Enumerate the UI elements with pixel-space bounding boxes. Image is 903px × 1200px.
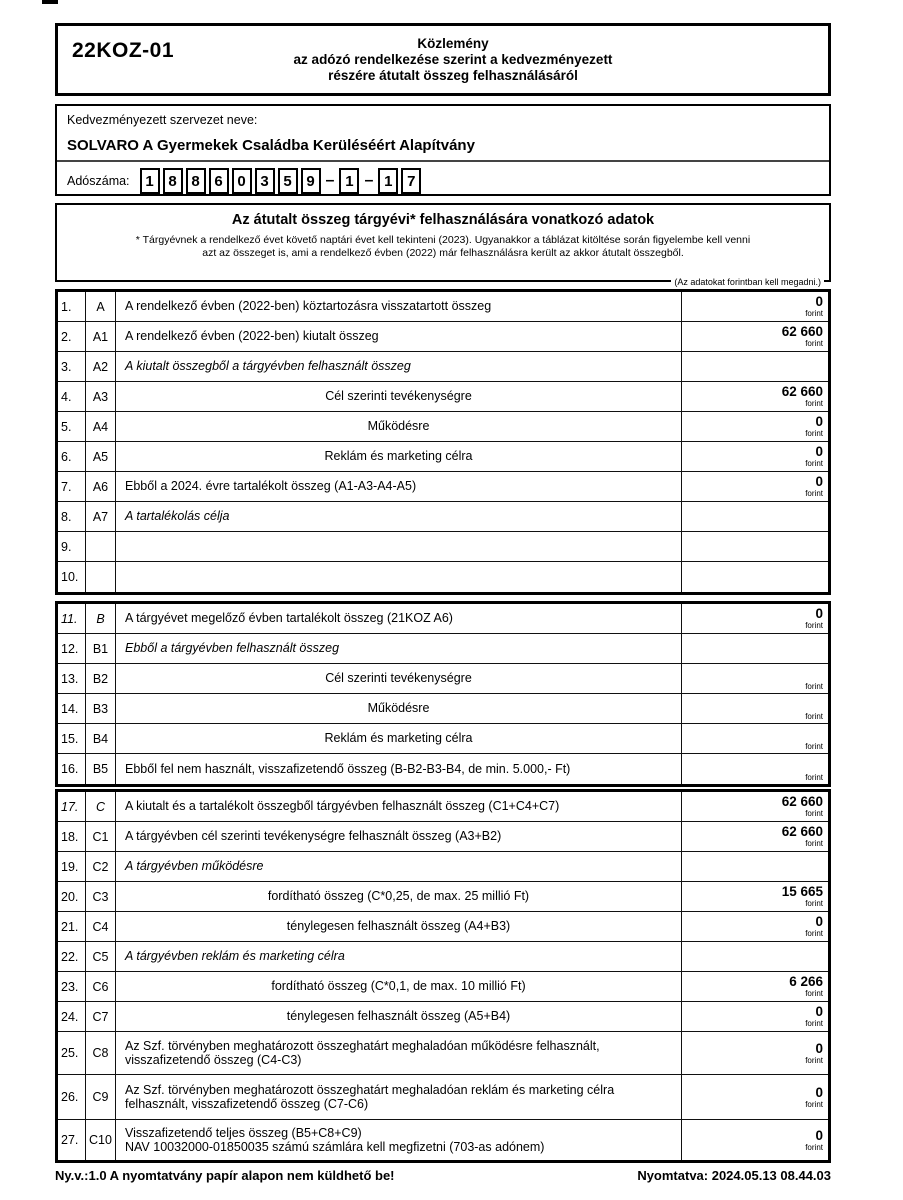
row-code: B1 xyxy=(85,634,116,663)
tax-number-digit: 8 xyxy=(163,168,183,194)
row-number: 22. xyxy=(61,949,79,964)
row-label-line: fordítható összeg (C*0,25, de max. 25 millió Ft) xyxy=(267,889,530,904)
row-number: 20. xyxy=(61,889,79,904)
row-number: 26. xyxy=(61,1090,79,1104)
row-label-line: A tárgyévben reklám és marketing célra xyxy=(125,949,345,964)
row-unit-label: forint xyxy=(805,1142,823,1152)
table-row xyxy=(58,1032,828,1075)
row-label-line: ténylegesen felhasznált összeg (A5+B4) xyxy=(286,1009,511,1024)
row-code: A6 xyxy=(85,472,116,501)
table-row xyxy=(58,472,828,502)
row-label xyxy=(116,882,682,911)
row-value: 62 660 xyxy=(781,794,823,809)
row-label xyxy=(116,1002,682,1031)
row-label xyxy=(116,1120,682,1160)
section-title: Az átutalt összeg tárgyévi* felhasználására vonatkozó adatok xyxy=(231,212,655,228)
row-code: C10 xyxy=(85,1120,116,1160)
table-row xyxy=(58,352,828,382)
row-number: 15. xyxy=(61,731,79,746)
row-code: C4 xyxy=(85,912,116,941)
tax-number-separator: – xyxy=(325,172,335,189)
table-block-a xyxy=(55,289,831,595)
tax-number-digit: 9 xyxy=(301,168,321,194)
footer-version-note: Ny.v.:1.0 A nyomtatvány papír alapon nem küldhető be! xyxy=(55,1168,395,1183)
row-label xyxy=(116,792,682,821)
row-unit-label: forint xyxy=(805,1019,823,1028)
table-row xyxy=(58,502,828,532)
row-label-line: Működésre xyxy=(367,419,430,434)
row-label-line: Ebből fel nem használt, visszafizetendő összeg (B-B2-B3-B4, de min. 5.000,- Ft) xyxy=(125,761,571,776)
row-value: 0 xyxy=(815,914,823,929)
row-label xyxy=(116,412,682,441)
row-value: 0 xyxy=(815,606,823,621)
section-footnote-line-2: azt az összeget is, ami a rendelkező évben (2022) már felhasználásra került az akkor átutalt összegből. xyxy=(202,247,684,259)
row-unit-label: forint xyxy=(805,399,823,408)
row-number: 18. xyxy=(61,829,79,844)
form-title-line-1: Közlemény xyxy=(417,35,489,51)
form-header-box xyxy=(55,23,831,96)
beneficiary-box xyxy=(55,104,831,196)
table-row xyxy=(58,532,828,562)
row-number: 12. xyxy=(61,641,79,656)
row-label xyxy=(116,442,682,471)
row-number: 7. xyxy=(61,479,72,494)
row-value-cell xyxy=(682,694,828,723)
unit-note: (Az adatokat forintban kell megadni.) xyxy=(671,277,824,287)
row-code: C9 xyxy=(85,1075,116,1119)
tax-number-label: Adószáma: xyxy=(67,174,130,188)
row-number: 5. xyxy=(61,419,72,434)
tax-number-digit: 0 xyxy=(232,168,252,194)
row-code: B xyxy=(85,604,116,633)
row-value-cell xyxy=(682,532,828,561)
row-label xyxy=(116,754,682,784)
table-row xyxy=(58,442,828,472)
row-value-cell xyxy=(682,442,828,471)
row-value-cell xyxy=(682,972,828,1001)
row-label xyxy=(116,502,682,531)
row-value-cell xyxy=(682,1032,828,1074)
row-unit-label: forint xyxy=(805,459,823,468)
table-block-b xyxy=(55,601,831,787)
row-code xyxy=(85,532,116,561)
form-id: 22KOZ-01 xyxy=(72,39,175,62)
row-label-line: A rendelkező évben (2022-ben) kiutalt összeg xyxy=(125,329,379,344)
row-code: C2 xyxy=(85,852,116,881)
row-label-line: Ebből a 2024. évre tartalékolt összeg (A1-A3-A4-A5) xyxy=(125,479,417,494)
row-value-cell xyxy=(682,1075,828,1119)
row-label-line: Cél szerinti tevékenységre xyxy=(325,671,472,686)
row-value-cell xyxy=(682,724,828,753)
row-value-cell xyxy=(682,882,828,911)
row-code xyxy=(85,562,116,592)
row-unit-label: forint xyxy=(805,809,823,818)
row-value: 0 xyxy=(815,1084,823,1100)
row-value-cell xyxy=(682,852,828,881)
row-number: 3. xyxy=(61,359,72,374)
row-unit-label: forint xyxy=(805,1055,823,1065)
row-code: A4 xyxy=(85,412,116,441)
row-value: 6 266 xyxy=(789,974,823,989)
table-row xyxy=(58,604,828,634)
row-label-line: visszafizetendő összeg (C4-C3) xyxy=(125,1053,302,1067)
row-code: C8 xyxy=(85,1032,116,1074)
row-number: 21. xyxy=(61,919,79,934)
row-label-line: Az Szf. törvényben meghatározott összeghatárt meghaladóan reklám és marketing célra xyxy=(125,1082,615,1097)
row-label-line: A rendelkező évben (2022-ben) köztartozásra visszatartott összeg xyxy=(125,299,492,314)
row-value: 62 660 xyxy=(781,324,823,339)
row-value: 62 660 xyxy=(781,824,823,839)
row-code: A3 xyxy=(85,382,116,411)
row-label-line: Visszafizetendő teljes összeg (B5+C8+C9) xyxy=(125,1125,362,1140)
row-label xyxy=(116,912,682,941)
row-number: 2. xyxy=(61,329,72,344)
row-value-cell xyxy=(682,754,828,784)
row-code: B4 xyxy=(85,724,116,753)
row-value-cell xyxy=(682,322,828,351)
table-row xyxy=(58,972,828,1002)
row-unit-label: forint xyxy=(805,712,823,721)
row-label-line: A kiutalt és a tartalékolt összegből tárgyévben felhasznált összeg (C1+C4+C7) xyxy=(125,799,560,814)
row-label xyxy=(116,694,682,723)
row-label xyxy=(116,852,682,881)
tax-number-digit: 7 xyxy=(401,168,421,194)
row-label xyxy=(116,322,682,351)
row-label-line: A tárgyévet megelőző évben tartalékolt összeg (21KOZ A6) xyxy=(125,611,453,626)
row-value: 0 xyxy=(815,444,823,459)
tax-number-digit: 6 xyxy=(209,168,229,194)
row-label xyxy=(116,1075,682,1119)
row-value: 15 665 xyxy=(781,884,823,899)
table-row xyxy=(58,562,828,592)
row-label xyxy=(116,634,682,663)
row-label xyxy=(116,822,682,851)
row-number: 24. xyxy=(61,1009,79,1024)
row-code: A1 xyxy=(85,322,116,351)
table-row xyxy=(58,852,828,882)
row-unit-label: forint xyxy=(805,309,823,318)
row-label xyxy=(116,724,682,753)
table-row xyxy=(58,412,828,442)
table-row xyxy=(58,882,828,912)
row-unit-label: forint xyxy=(805,621,823,630)
tax-number-row xyxy=(57,162,829,194)
row-value-cell xyxy=(682,352,828,381)
row-label-line: Reklám és marketing célra xyxy=(324,449,473,464)
row-label-line: A tárgyévben cél szerinti tevékenységre felhasznált összeg (A3+B2) xyxy=(125,829,502,844)
row-number: 10. xyxy=(61,570,79,584)
row-label-line: felhasznált, visszafizetendő összeg (C7-C6) xyxy=(125,1097,369,1111)
row-unit-label: forint xyxy=(805,1099,823,1109)
table-row xyxy=(58,664,828,694)
table-row xyxy=(58,322,828,352)
tax-number-separator: – xyxy=(364,172,374,189)
row-value: 0 xyxy=(815,1004,823,1019)
table-row xyxy=(58,724,828,754)
tax-number-digit: 1 xyxy=(378,168,398,194)
row-value-cell xyxy=(682,792,828,821)
row-number: 11. xyxy=(61,611,78,626)
form-title-line-2: az adózó rendelkezése szerint a kedvezményezett xyxy=(293,51,613,67)
row-code: C3 xyxy=(85,882,116,911)
table-row xyxy=(58,1120,828,1160)
row-label xyxy=(116,382,682,411)
row-number: 25. xyxy=(61,1046,79,1060)
table-row xyxy=(58,792,828,822)
tax-number-digit: 3 xyxy=(255,168,275,194)
section-footnote xyxy=(57,234,829,260)
row-value-cell xyxy=(682,502,828,531)
row-value-cell xyxy=(682,562,828,592)
row-label xyxy=(116,352,682,381)
row-code: C6 xyxy=(85,972,116,1001)
row-number: 17. xyxy=(61,799,79,814)
row-code: A2 xyxy=(85,352,116,381)
row-value-cell xyxy=(682,822,828,851)
row-value: 62 660 xyxy=(781,384,823,399)
row-code: A5 xyxy=(85,442,116,471)
row-code: C1 xyxy=(85,822,116,851)
table-row xyxy=(58,942,828,972)
row-value-cell xyxy=(682,472,828,501)
tax-number-digit: 5 xyxy=(278,168,298,194)
row-value: 0 xyxy=(815,294,823,309)
row-label-line: Reklám és marketing célra xyxy=(324,731,473,746)
row-number: 27. xyxy=(61,1133,79,1147)
row-unit-label: forint xyxy=(805,773,823,782)
row-value-cell xyxy=(682,1002,828,1031)
row-code: C xyxy=(85,792,116,821)
row-label xyxy=(116,1032,682,1074)
row-label-line: fordítható összeg (C*0,1, de max. 10 millió Ft) xyxy=(271,979,526,994)
row-value-cell xyxy=(682,382,828,411)
row-number: 4. xyxy=(61,389,72,404)
row-label xyxy=(116,292,682,321)
table-row xyxy=(58,822,828,852)
row-unit-label: forint xyxy=(805,839,823,848)
row-value: 0 xyxy=(815,474,823,489)
row-label-line: A tartalékolás célja xyxy=(125,509,230,524)
row-label-line: A tárgyévben működésre xyxy=(125,859,264,874)
row-unit-label: forint xyxy=(805,429,823,438)
tax-number-digit: 8 xyxy=(186,168,206,194)
row-value-cell xyxy=(682,604,828,633)
table-row xyxy=(58,754,828,784)
row-label-line: A kiutalt összegből a tárgyévben felhasznált összeg xyxy=(125,359,411,374)
row-label xyxy=(116,472,682,501)
row-code: C7 xyxy=(85,1002,116,1031)
row-value: 0 xyxy=(815,1127,823,1143)
row-code: A xyxy=(85,292,116,321)
row-unit-label: forint xyxy=(805,989,823,998)
row-unit-label: forint xyxy=(805,682,823,691)
row-value-cell xyxy=(682,292,828,321)
table-row xyxy=(58,634,828,664)
tax-number-digit: 1 xyxy=(339,168,359,194)
row-label-line: Működésre xyxy=(367,701,430,716)
row-code: C5 xyxy=(85,942,116,971)
scan-artifact-mark xyxy=(42,0,58,4)
row-code: B3 xyxy=(85,694,116,723)
row-label xyxy=(116,532,682,561)
row-number: 23. xyxy=(61,979,79,994)
table-row xyxy=(58,694,828,724)
row-number: 9. xyxy=(61,539,72,554)
row-value: 0 xyxy=(815,1040,823,1056)
row-code: B2 xyxy=(85,664,116,693)
row-number: 19. xyxy=(61,859,79,874)
row-label xyxy=(116,562,682,592)
table-row xyxy=(58,912,828,942)
row-unit-label: forint xyxy=(805,339,823,348)
row-value-cell xyxy=(682,634,828,663)
table-row xyxy=(58,292,828,322)
row-value-cell xyxy=(682,664,828,693)
row-value-cell xyxy=(682,412,828,441)
section-box xyxy=(55,203,831,287)
table-row xyxy=(58,1002,828,1032)
row-unit-label: forint xyxy=(805,899,823,908)
row-unit-label: forint xyxy=(805,742,823,751)
row-value-cell xyxy=(682,1120,828,1160)
tax-number-digit: 1 xyxy=(140,168,160,194)
table-row xyxy=(58,382,828,412)
row-unit-label: forint xyxy=(805,489,823,498)
form-title-line-3: részére átutalt összeg felhasználásáról xyxy=(328,67,578,83)
row-label-line: Cél szerinti tevékenységre xyxy=(325,389,472,404)
row-code: B5 xyxy=(85,754,116,784)
row-label xyxy=(116,972,682,1001)
tax-number-value xyxy=(140,168,425,194)
row-label-line: ténylegesen felhasznált összeg (A4+B3) xyxy=(286,919,511,934)
section-footnote-line-1: * Tárgyévnek a rendelkező évet követő naptári évet kell tekinteni (2023). Ugyanakkor a táblázat kitöltése során figyelembe kell venni xyxy=(135,234,751,246)
beneficiary-name-value: SOLVARO A Gyermekek Családba Kerüléséért Alapítvány xyxy=(57,127,829,162)
row-number: 8. xyxy=(61,509,72,524)
row-label-line: NAV 10032000-01850035 számú számlára kell megfizetni (703-as adónem) xyxy=(125,1140,545,1154)
row-number: 13. xyxy=(61,671,79,686)
row-value-cell xyxy=(682,942,828,971)
table-row xyxy=(58,1075,828,1120)
table-block-c xyxy=(55,789,831,1163)
row-code: A7 xyxy=(85,502,116,531)
row-label xyxy=(116,942,682,971)
row-unit-label: forint xyxy=(805,929,823,938)
row-value-cell xyxy=(682,912,828,941)
row-value: 0 xyxy=(815,414,823,429)
row-label xyxy=(116,664,682,693)
row-number: 14. xyxy=(61,701,79,716)
row-number: 16. xyxy=(61,762,79,776)
row-label xyxy=(116,604,682,633)
row-label-line: Ebből a tárgyévben felhasznált összeg xyxy=(125,641,340,656)
footer-print-timestamp: Nyomtatva: 2024.05.13 08.44.03 xyxy=(637,1168,831,1183)
row-number: 6. xyxy=(61,449,72,464)
row-label-line: Az Szf. törvényben meghatározott összeghatárt meghaladóan működésre felhasznált, xyxy=(125,1038,600,1053)
beneficiary-name-label: Kedvezményezett szervezet neve: xyxy=(67,113,258,127)
row-number: 1. xyxy=(61,299,72,314)
